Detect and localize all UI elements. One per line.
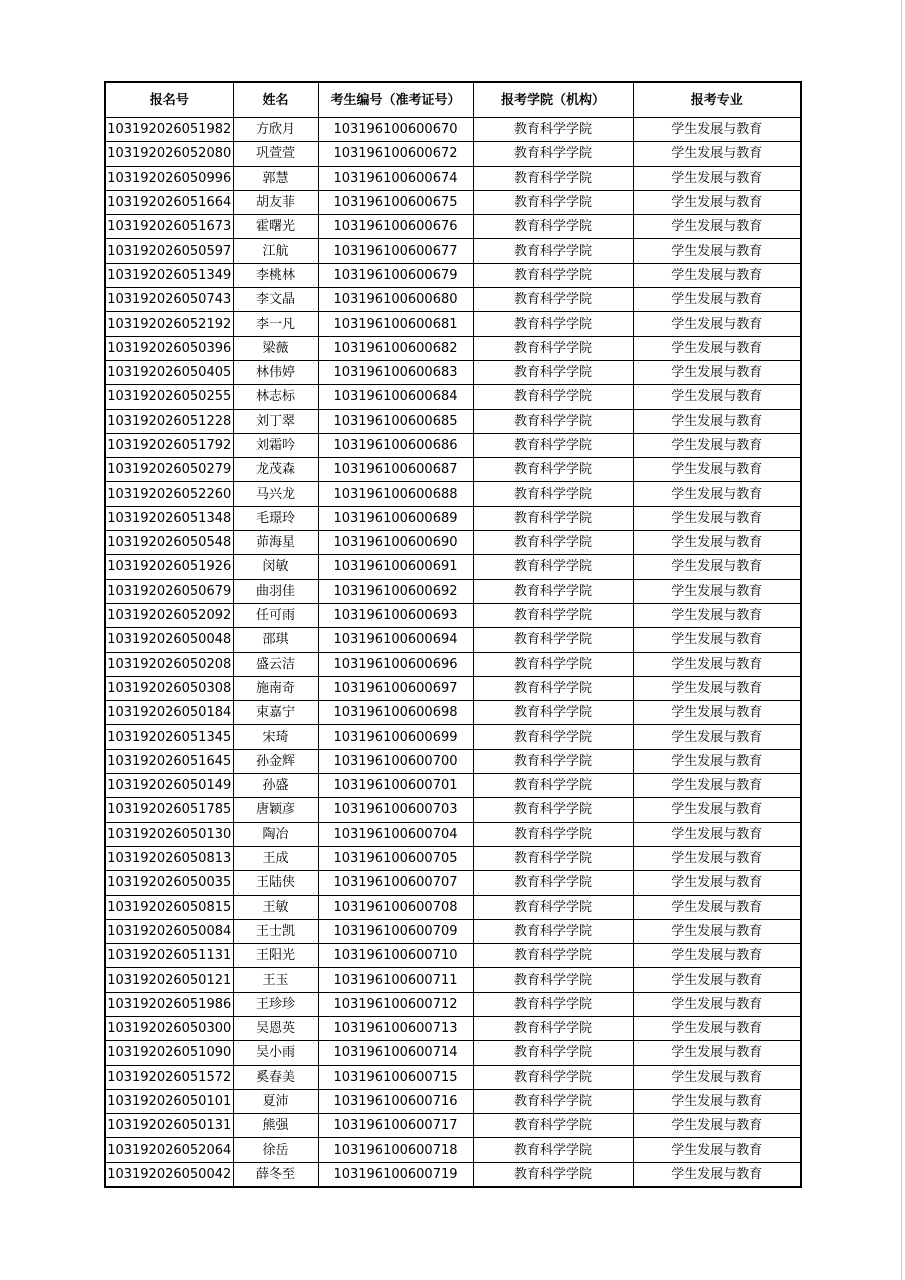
cell-registration-number: 103192026050042 <box>105 1162 233 1187</box>
cell-registration-number: 103192026050035 <box>105 871 233 895</box>
cell-name: 陶冶 <box>233 822 318 846</box>
cell-major: 学生发展与教育 <box>633 190 801 214</box>
cell-candidate-number: 103196100600711 <box>318 968 473 992</box>
cell-college: 教育科学学院 <box>473 360 633 384</box>
cell-college: 教育科学学院 <box>473 190 633 214</box>
table-row <box>105 166 801 190</box>
cell-major: 学生发展与教育 <box>633 1089 801 1113</box>
cell-college: 教育科学学院 <box>473 1041 633 1065</box>
cell-college: 教育科学学院 <box>473 701 633 725</box>
cell-name: 龙茂森 <box>233 458 318 482</box>
cell-college: 教育科学学院 <box>473 652 633 676</box>
cell-name: 李桃林 <box>233 263 318 287</box>
cell-college: 教育科学学院 <box>473 458 633 482</box>
cell-name: 吴小雨 <box>233 1041 318 1065</box>
table-row <box>105 433 801 457</box>
cell-college: 教育科学学院 <box>473 215 633 239</box>
cell-registration-number: 103192026050679 <box>105 579 233 603</box>
table-body <box>105 118 801 1188</box>
cell-registration-number: 103192026051986 <box>105 992 233 1016</box>
table-row <box>105 215 801 239</box>
cell-registration-number: 103192026050255 <box>105 385 233 409</box>
table-row <box>105 992 801 1016</box>
cell-major: 学生发展与教育 <box>633 992 801 1016</box>
cell-college: 教育科学学院 <box>473 1114 633 1138</box>
cell-college: 教育科学学院 <box>473 895 633 919</box>
cell-college: 教育科学学院 <box>473 166 633 190</box>
cell-candidate-number: 103196100600688 <box>318 482 473 506</box>
cell-candidate-number: 103196100600676 <box>318 215 473 239</box>
cell-registration-number: 103192026050121 <box>105 968 233 992</box>
cell-candidate-number: 103196100600677 <box>318 239 473 263</box>
table-row <box>105 531 801 555</box>
cell-major: 学生发展与教育 <box>633 579 801 603</box>
cell-major: 学生发展与教育 <box>633 288 801 312</box>
cell-college: 教育科学学院 <box>473 118 633 142</box>
cell-registration-number: 103192026050548 <box>105 531 233 555</box>
cell-candidate-number: 103196100600704 <box>318 822 473 846</box>
cell-registration-number: 103192026051228 <box>105 409 233 433</box>
cell-major: 学生发展与教育 <box>633 482 801 506</box>
table-row <box>105 701 801 725</box>
cell-registration-number: 103192026050743 <box>105 288 233 312</box>
table-row <box>105 1016 801 1040</box>
table-row <box>105 968 801 992</box>
cell-major: 学生发展与教育 <box>633 725 801 749</box>
header-major: 报考专业 <box>633 82 801 118</box>
table-row <box>105 603 801 627</box>
cell-registration-number: 103192026051792 <box>105 433 233 457</box>
cell-college: 教育科学学院 <box>473 725 633 749</box>
header-name: 姓名 <box>233 82 318 118</box>
header-registration-number: 报名号 <box>105 82 233 118</box>
cell-name: 王士凯 <box>233 919 318 943</box>
cell-registration-number: 103192026051349 <box>105 263 233 287</box>
cell-major: 学生发展与教育 <box>633 1114 801 1138</box>
table-row <box>105 895 801 919</box>
cell-name: 王敏 <box>233 895 318 919</box>
cell-major: 学生发展与教育 <box>633 215 801 239</box>
cell-name: 薛冬至 <box>233 1162 318 1187</box>
table-row <box>105 142 801 166</box>
cell-major: 学生发展与教育 <box>633 822 801 846</box>
table-row <box>105 1089 801 1113</box>
cell-name: 宋琦 <box>233 725 318 749</box>
cell-name: 林伟婷 <box>233 360 318 384</box>
cell-major: 学生发展与教育 <box>633 506 801 530</box>
cell-college: 教育科学学院 <box>473 919 633 943</box>
cell-name: 巩萱萱 <box>233 142 318 166</box>
cell-name: 李一凡 <box>233 312 318 336</box>
cell-college: 教育科学学院 <box>473 1065 633 1089</box>
cell-registration-number: 103192026050048 <box>105 628 233 652</box>
cell-candidate-number: 103196100600690 <box>318 531 473 555</box>
table-row <box>105 1114 801 1138</box>
cell-candidate-number: 103196100600707 <box>318 871 473 895</box>
table-row <box>105 725 801 749</box>
cell-candidate-number: 103196100600692 <box>318 579 473 603</box>
table-row <box>105 774 801 798</box>
cell-name: 徐岳 <box>233 1138 318 1162</box>
cell-candidate-number: 103196100600672 <box>318 142 473 166</box>
cell-major: 学生发展与教育 <box>633 263 801 287</box>
table-row <box>105 458 801 482</box>
table-row <box>105 871 801 895</box>
cell-candidate-number: 103196100600718 <box>318 1138 473 1162</box>
cell-registration-number: 103192026050405 <box>105 360 233 384</box>
cell-college: 教育科学学院 <box>473 531 633 555</box>
cell-registration-number: 103192026050396 <box>105 336 233 360</box>
cell-candidate-number: 103196100600701 <box>318 774 473 798</box>
table-row <box>105 798 801 822</box>
table-row <box>105 822 801 846</box>
cell-candidate-number: 103196100600694 <box>318 628 473 652</box>
cell-registration-number: 103192026051345 <box>105 725 233 749</box>
cell-registration-number: 103192026050815 <box>105 895 233 919</box>
cell-candidate-number: 103196100600710 <box>318 944 473 968</box>
cell-major: 学生发展与教育 <box>633 433 801 457</box>
cell-name: 郭慧 <box>233 166 318 190</box>
cell-registration-number: 103192026050813 <box>105 846 233 870</box>
cell-registration-number: 103192026051664 <box>105 190 233 214</box>
table-row <box>105 190 801 214</box>
cell-college: 教育科学学院 <box>473 433 633 457</box>
table-row <box>105 749 801 773</box>
cell-major: 学生发展与教育 <box>633 968 801 992</box>
cell-name: 束嘉宁 <box>233 701 318 725</box>
cell-college: 教育科学学院 <box>473 1162 633 1187</box>
cell-candidate-number: 103196100600684 <box>318 385 473 409</box>
table-row <box>105 336 801 360</box>
cell-name: 孙盛 <box>233 774 318 798</box>
cell-candidate-number: 103196100600670 <box>318 118 473 142</box>
cell-name: 刘霜吟 <box>233 433 318 457</box>
cell-candidate-number: 103196100600679 <box>318 263 473 287</box>
cell-major: 学生发展与教育 <box>633 531 801 555</box>
cell-name: 毛璟玲 <box>233 506 318 530</box>
cell-candidate-number: 103196100600716 <box>318 1089 473 1113</box>
cell-candidate-number: 103196100600698 <box>318 701 473 725</box>
cell-college: 教育科学学院 <box>473 798 633 822</box>
cell-registration-number: 103192026052064 <box>105 1138 233 1162</box>
cell-college: 教育科学学院 <box>473 142 633 166</box>
table-row <box>105 944 801 968</box>
cell-name: 闵敏 <box>233 555 318 579</box>
cell-name: 茆海星 <box>233 531 318 555</box>
cell-major: 学生发展与教育 <box>633 1138 801 1162</box>
cell-candidate-number: 103196100600691 <box>318 555 473 579</box>
cell-college: 教育科学学院 <box>473 1089 633 1113</box>
cell-major: 学生发展与教育 <box>633 409 801 433</box>
cell-registration-number: 103192026050184 <box>105 701 233 725</box>
cell-name: 马兴龙 <box>233 482 318 506</box>
cell-registration-number: 103192026051090 <box>105 1041 233 1065</box>
cell-registration-number: 103192026052080 <box>105 142 233 166</box>
cell-major: 学生发展与教育 <box>633 385 801 409</box>
cell-registration-number: 103192026052092 <box>105 603 233 627</box>
cell-name: 曲羽佳 <box>233 579 318 603</box>
cell-candidate-number: 103196100600675 <box>318 190 473 214</box>
table-row <box>105 312 801 336</box>
cell-major: 学生发展与教育 <box>633 360 801 384</box>
table-row <box>105 652 801 676</box>
cell-major: 学生发展与教育 <box>633 142 801 166</box>
cell-candidate-number: 103196100600680 <box>318 288 473 312</box>
page-edge-divider <box>901 0 902 1280</box>
cell-registration-number: 103192026052192 <box>105 312 233 336</box>
header-candidate-number: 考生编号（准考证号） <box>318 82 473 118</box>
cell-candidate-number: 103196100600674 <box>318 166 473 190</box>
cell-name: 邵琪 <box>233 628 318 652</box>
cell-name: 奚春美 <box>233 1065 318 1089</box>
cell-registration-number: 103192026051982 <box>105 118 233 142</box>
cell-candidate-number: 103196100600685 <box>318 409 473 433</box>
cell-registration-number: 103192026050279 <box>105 458 233 482</box>
cell-registration-number: 103192026050084 <box>105 919 233 943</box>
cell-major: 学生发展与教育 <box>633 871 801 895</box>
cell-name: 方欣月 <box>233 118 318 142</box>
cell-name: 唐颖彦 <box>233 798 318 822</box>
table-row <box>105 506 801 530</box>
cell-candidate-number: 103196100600693 <box>318 603 473 627</box>
cell-college: 教育科学学院 <box>473 992 633 1016</box>
cell-candidate-number: 103196100600708 <box>318 895 473 919</box>
table-row <box>105 579 801 603</box>
cell-name: 王玉 <box>233 968 318 992</box>
cell-candidate-number: 103196100600709 <box>318 919 473 943</box>
cell-registration-number: 103192026050208 <box>105 652 233 676</box>
cell-registration-number: 103192026051131 <box>105 944 233 968</box>
cell-name: 任可雨 <box>233 603 318 627</box>
cell-registration-number: 103192026050101 <box>105 1089 233 1113</box>
cell-college: 教育科学学院 <box>473 336 633 360</box>
cell-college: 教育科学学院 <box>473 482 633 506</box>
cell-registration-number: 103192026050130 <box>105 822 233 846</box>
cell-major: 学生发展与教育 <box>633 919 801 943</box>
cell-major: 学生发展与教育 <box>633 603 801 627</box>
table-row <box>105 360 801 384</box>
cell-college: 教育科学学院 <box>473 968 633 992</box>
cell-candidate-number: 103196100600686 <box>318 433 473 457</box>
cell-candidate-number: 103196100600697 <box>318 676 473 700</box>
table-row <box>105 482 801 506</box>
cell-candidate-number: 103196100600700 <box>318 749 473 773</box>
table-row <box>105 263 801 287</box>
cell-name: 施南奇 <box>233 676 318 700</box>
cell-major: 学生发展与教育 <box>633 628 801 652</box>
table-row <box>105 676 801 700</box>
cell-candidate-number: 103196100600687 <box>318 458 473 482</box>
cell-registration-number: 103192026050597 <box>105 239 233 263</box>
cell-major: 学生发展与教育 <box>633 1041 801 1065</box>
cell-registration-number: 103192026051348 <box>105 506 233 530</box>
cell-candidate-number: 103196100600683 <box>318 360 473 384</box>
cell-college: 教育科学学院 <box>473 871 633 895</box>
cell-registration-number: 103192026050149 <box>105 774 233 798</box>
cell-major: 学生发展与教育 <box>633 652 801 676</box>
table-row <box>105 385 801 409</box>
header-college: 报考学院（机构） <box>473 82 633 118</box>
table-row <box>105 409 801 433</box>
cell-major: 学生发展与教育 <box>633 555 801 579</box>
cell-candidate-number: 103196100600699 <box>318 725 473 749</box>
table-row <box>105 628 801 652</box>
cell-registration-number: 103192026051673 <box>105 215 233 239</box>
cell-name: 林志标 <box>233 385 318 409</box>
cell-major: 学生发展与教育 <box>633 749 801 773</box>
cell-college: 教育科学学院 <box>473 846 633 870</box>
cell-major: 学生发展与教育 <box>633 118 801 142</box>
cell-candidate-number: 103196100600713 <box>318 1016 473 1040</box>
cell-college: 教育科学学院 <box>473 263 633 287</box>
cell-college: 教育科学学院 <box>473 822 633 846</box>
cell-college: 教育科学学院 <box>473 579 633 603</box>
cell-major: 学生发展与教育 <box>633 944 801 968</box>
cell-college: 教育科学学院 <box>473 749 633 773</box>
table-row <box>105 1138 801 1162</box>
cell-candidate-number: 103196100600682 <box>318 336 473 360</box>
cell-name: 王成 <box>233 846 318 870</box>
cell-name: 李文晶 <box>233 288 318 312</box>
table-row <box>105 846 801 870</box>
cell-name: 吴恩英 <box>233 1016 318 1040</box>
cell-registration-number: 103192026051645 <box>105 749 233 773</box>
cell-major: 学生发展与教育 <box>633 312 801 336</box>
cell-college: 教育科学学院 <box>473 774 633 798</box>
cell-major: 学生发展与教育 <box>633 895 801 919</box>
cell-name: 王珍珍 <box>233 992 318 1016</box>
cell-college: 教育科学学院 <box>473 239 633 263</box>
cell-college: 教育科学学院 <box>473 603 633 627</box>
cell-college: 教育科学学院 <box>473 288 633 312</box>
cell-candidate-number: 103196100600705 <box>318 846 473 870</box>
cell-college: 教育科学学院 <box>473 409 633 433</box>
cell-candidate-number: 103196100600715 <box>318 1065 473 1089</box>
cell-college: 教育科学学院 <box>473 312 633 336</box>
cell-major: 学生发展与教育 <box>633 798 801 822</box>
cell-major: 学生发展与教育 <box>633 846 801 870</box>
cell-candidate-number: 103196100600714 <box>318 1041 473 1065</box>
cell-name: 王陆侠 <box>233 871 318 895</box>
cell-registration-number: 103192026051785 <box>105 798 233 822</box>
cell-college: 教育科学学院 <box>473 555 633 579</box>
cell-name: 熊强 <box>233 1114 318 1138</box>
cell-name: 夏沛 <box>233 1089 318 1113</box>
cell-candidate-number: 103196100600689 <box>318 506 473 530</box>
cell-registration-number: 103192026051572 <box>105 1065 233 1089</box>
cell-major: 学生发展与教育 <box>633 701 801 725</box>
cell-major: 学生发展与教育 <box>633 239 801 263</box>
cell-registration-number: 103192026050300 <box>105 1016 233 1040</box>
cell-name: 王阳光 <box>233 944 318 968</box>
cell-major: 学生发展与教育 <box>633 676 801 700</box>
cell-college: 教育科学学院 <box>473 628 633 652</box>
cell-major: 学生发展与教育 <box>633 1065 801 1089</box>
cell-name: 盛云洁 <box>233 652 318 676</box>
cell-candidate-number: 103196100600703 <box>318 798 473 822</box>
cell-name: 孙金辉 <box>233 749 318 773</box>
cell-name: 梁薇 <box>233 336 318 360</box>
table-row <box>105 288 801 312</box>
table-row <box>105 555 801 579</box>
table-row <box>105 1041 801 1065</box>
cell-major: 学生发展与教育 <box>633 1162 801 1187</box>
cell-registration-number: 103192026050131 <box>105 1114 233 1138</box>
cell-candidate-number: 103196100600696 <box>318 652 473 676</box>
table-row <box>105 1065 801 1089</box>
table-header <box>105 82 801 118</box>
cell-college: 教育科学学院 <box>473 385 633 409</box>
table-row <box>105 118 801 142</box>
table-row <box>105 1162 801 1187</box>
cell-candidate-number: 103196100600717 <box>318 1114 473 1138</box>
cell-college: 教育科学学院 <box>473 1016 633 1040</box>
cell-major: 学生发展与教育 <box>633 774 801 798</box>
cell-registration-number: 103192026052260 <box>105 482 233 506</box>
cell-major: 学生发展与教育 <box>633 166 801 190</box>
cell-registration-number: 103192026050996 <box>105 166 233 190</box>
admission-roster-table <box>104 81 802 1188</box>
cell-major: 学生发展与教育 <box>633 336 801 360</box>
cell-registration-number: 103192026050308 <box>105 676 233 700</box>
cell-name: 霍曙光 <box>233 215 318 239</box>
cell-name: 胡友菲 <box>233 190 318 214</box>
cell-candidate-number: 103196100600719 <box>318 1162 473 1187</box>
header-row <box>105 82 801 118</box>
cell-major: 学生发展与教育 <box>633 1016 801 1040</box>
table-row <box>105 919 801 943</box>
cell-registration-number: 103192026051926 <box>105 555 233 579</box>
cell-college: 教育科学学院 <box>473 676 633 700</box>
cell-college: 教育科学学院 <box>473 944 633 968</box>
cell-college: 教育科学学院 <box>473 506 633 530</box>
cell-candidate-number: 103196100600712 <box>318 992 473 1016</box>
cell-candidate-number: 103196100600681 <box>318 312 473 336</box>
cell-major: 学生发展与教育 <box>633 458 801 482</box>
cell-name: 刘丁翠 <box>233 409 318 433</box>
table-row <box>105 239 801 263</box>
cell-name: 江航 <box>233 239 318 263</box>
cell-college: 教育科学学院 <box>473 1138 633 1162</box>
